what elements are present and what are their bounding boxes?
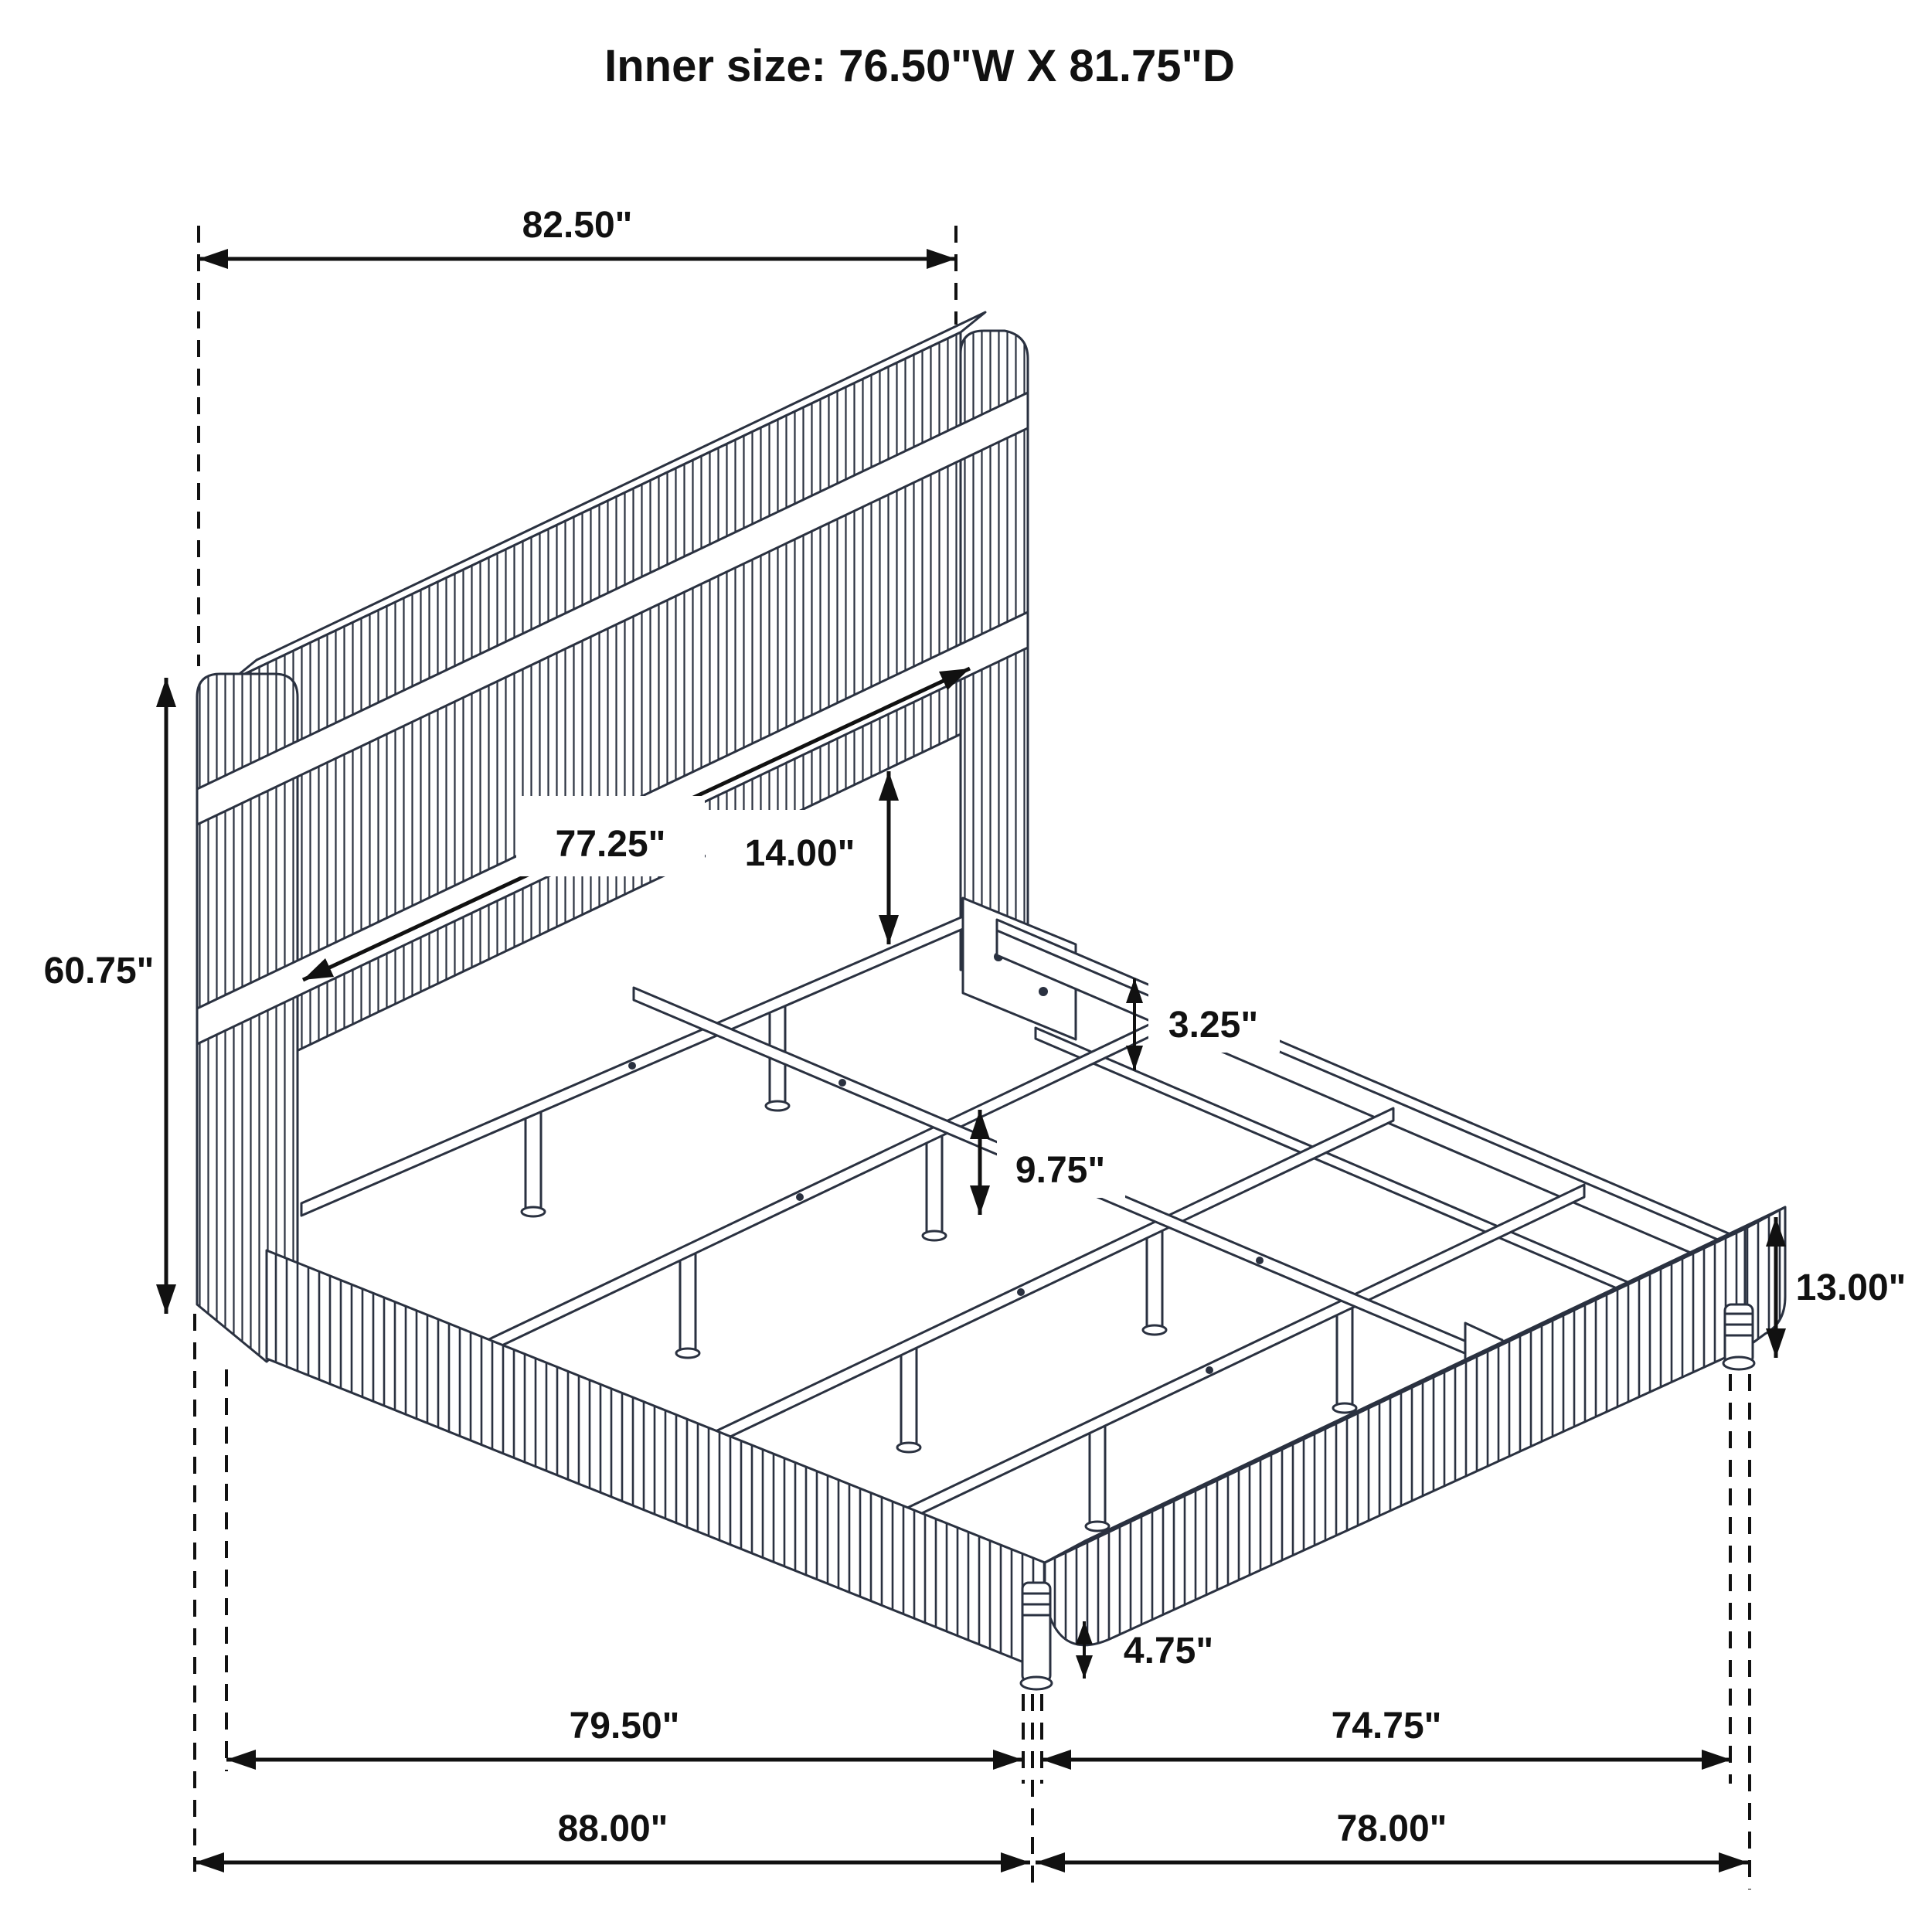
metal-leg [1022, 1583, 1050, 1682]
slat-leg-foot [923, 1231, 946, 1240]
arrowhead-down [1766, 1328, 1786, 1358]
slat-leg-foot [1143, 1325, 1166, 1335]
arrowhead-right [1702, 1750, 1731, 1770]
slat-leg-foot [766, 1101, 789, 1111]
center-rail-screw-hole [1256, 1257, 1264, 1264]
arrowhead-down [1076, 1655, 1093, 1679]
leg-foot [1021, 1677, 1052, 1689]
dimension-label: 88.00" [557, 1808, 668, 1849]
dimension-label: 9.75" [1015, 1150, 1106, 1191]
slat-screw-hole [796, 1193, 804, 1201]
arrowhead-left [1042, 1750, 1071, 1770]
back-side-rail [997, 920, 1747, 1277]
slat-leg-foot [1333, 1403, 1356, 1413]
dimension-label: 4.75" [1123, 1631, 1214, 1672]
arrowhead-up [879, 771, 899, 801]
slat-leg-foot [1086, 1522, 1109, 1531]
dimension-label: 79.50" [569, 1706, 680, 1747]
slat-leg [1147, 1227, 1162, 1328]
arrowhead-down [879, 915, 899, 944]
dimension-label: 13.00" [1795, 1267, 1906, 1308]
arrowhead-left [226, 1750, 256, 1770]
dim-frame-side-depth [226, 1706, 1022, 1770]
dimension-label: 82.50" [522, 205, 633, 246]
dimension-label: 60.75" [43, 951, 155, 992]
dim-frame-front-width [1042, 1706, 1731, 1770]
slat-leg-foot [522, 1207, 545, 1216]
center-rail-screw-hole [838, 1079, 846, 1087]
dim-overall-width [1036, 1808, 1748, 1872]
diagram-title: Inner size: 76.50"W X 81.75"D [604, 41, 1235, 91]
slat-leg [927, 1133, 942, 1233]
slat-leg-foot [897, 1443, 920, 1452]
dim-footboard-height [1766, 1217, 1906, 1358]
slat-leg [1090, 1423, 1105, 1524]
back-side-rail-edge [997, 930, 1747, 1252]
slat-leg [680, 1250, 696, 1351]
arrowhead-down [970, 1185, 990, 1215]
arrowhead-left [1036, 1852, 1065, 1872]
dim-headboard-height [44, 678, 176, 1314]
arrowhead-right [1719, 1852, 1748, 1872]
arrowhead-right [1001, 1852, 1030, 1872]
dimension-label: 74.75" [1331, 1706, 1442, 1747]
bed-frame [267, 917, 1747, 1671]
upholstered-side-rail [267, 1250, 1045, 1671]
slat-screw-hole [1206, 1366, 1213, 1374]
arrowhead-left [195, 1852, 224, 1872]
footboard-front-leg [1021, 1583, 1052, 1689]
leg-foot [1723, 1357, 1754, 1369]
arrowhead-left [199, 249, 228, 269]
arrowhead-right [993, 1750, 1022, 1770]
bracket-screw-hole [1039, 987, 1048, 996]
footboard-right-leg [1723, 1304, 1754, 1369]
dimension-label: 14.00" [744, 833, 855, 874]
slat-leg [526, 1109, 541, 1209]
arrowhead-down [156, 1284, 176, 1314]
slat-leg-foot [676, 1349, 699, 1358]
slat-leg [901, 1345, 917, 1445]
dimension-label: 77.25" [555, 824, 666, 865]
bed-drawing [197, 312, 1785, 1689]
dimension-label: 3.25" [1168, 1005, 1259, 1046]
slat-screw-hole [1017, 1288, 1025, 1296]
slat-screw-hole [628, 1062, 636, 1070]
slat-leg [1337, 1305, 1352, 1406]
arrowhead-right [927, 249, 956, 269]
arrowhead-up [156, 678, 176, 707]
dim-overall-depth [195, 1808, 1030, 1872]
dimension-label: 78.00" [1336, 1808, 1447, 1849]
